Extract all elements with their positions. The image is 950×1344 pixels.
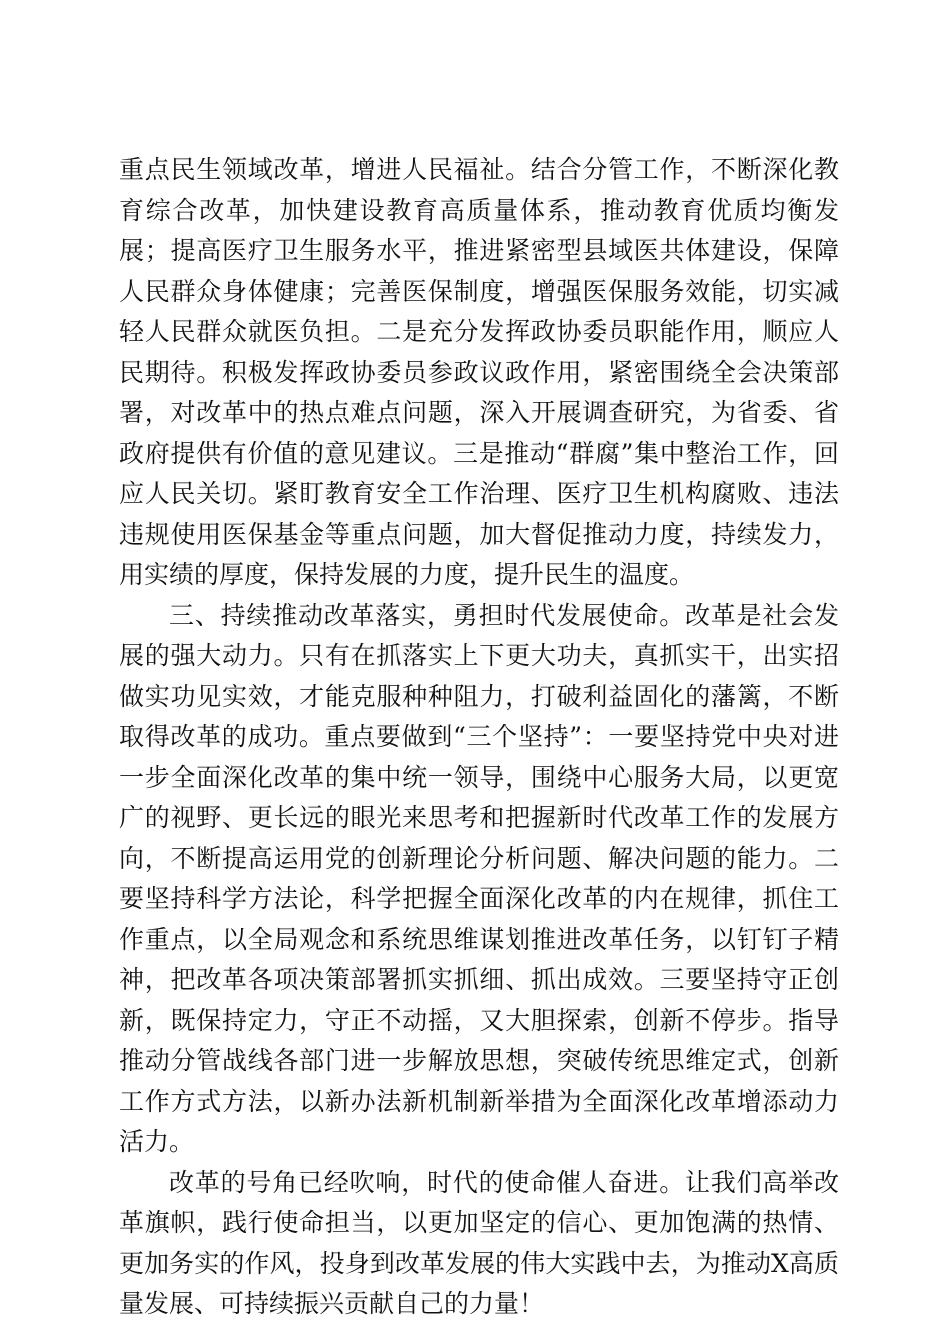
paragraph-section-three: 三、持续推动改革落实，勇担时代发展使命。改革是社会发展的强大动力。只有在抓落实上下更大功夫，真抓实干，出实招做实功见实效，才能克服种种阻力，打破利益固化的藩篱，不断取得改革的成功。重点要做到“三个坚持”：一要坚持党中央对进一步全面深化改革的集中统一领导，围绕中心服务大局，以更宽广的视野、更长远的眼光来思考和把握新时代改革工作的发展方向，不断提高运用党的创新理论分析问题、解决问题的能力。二要坚持科学方法论，科学把握全面深化改革的内在规律，抓住工作重点，以全局观念和系统思维谋划推进改革任务，以钉钉子精神，把改革各项决策部署抓实抓细、抓出成效。三要坚持守正创新，既保持定力，守正不动摇，又大胆探索，创新不停步。指导推动分管战线各部门进一步解放思想，突破传统思维定式，创新工作方式方法，以新办法新机制新举措为全面深化改革增添动力活力。 (119, 600, 839, 1156)
body-text (119, 150, 839, 1325)
paragraph-continuation: 重点民生领域改革，增进人民福祉。结合分管工作，不断深化教育综合改革，加快建设教育高质量体系，推动教育优质均衡发展；提高医疗卫生服务水平，推进紧密型县域医共体建设，保障人民群众身体健康；完善医保制度，增强医保服务效能，切实减轻人民群众就医负担。二是充分发挥政协委员职能作用，顺应人民期待。积极发挥政协委员参政议政作用，紧密围绕全会决策部署，对改革中的热点难点问题，深入开展调查研究，为省委、省政府提供有价值的意见建议。三是推动“群腐”集中整治工作，回应人民关切。紧盯教育安全工作治理、医疗卫生机构腐败、违法违规使用医保基金等重点问题，加大督促推动力度，持续发力，用实绩的厚度，保持发展的力度，提升民生的温度。 (119, 155, 839, 589)
paragraph-conclusion: 改革的号角已经吹响，时代的使命催人奋进。让我们高举改革旗帜，践行使命担当，以更加坚定的信心、更加饱满的热情、更加务实的作风，投身到改革发展的伟大实践中去，为推动X高质量发展、可持续振兴贡献自己的力量！ (119, 1167, 839, 1318)
